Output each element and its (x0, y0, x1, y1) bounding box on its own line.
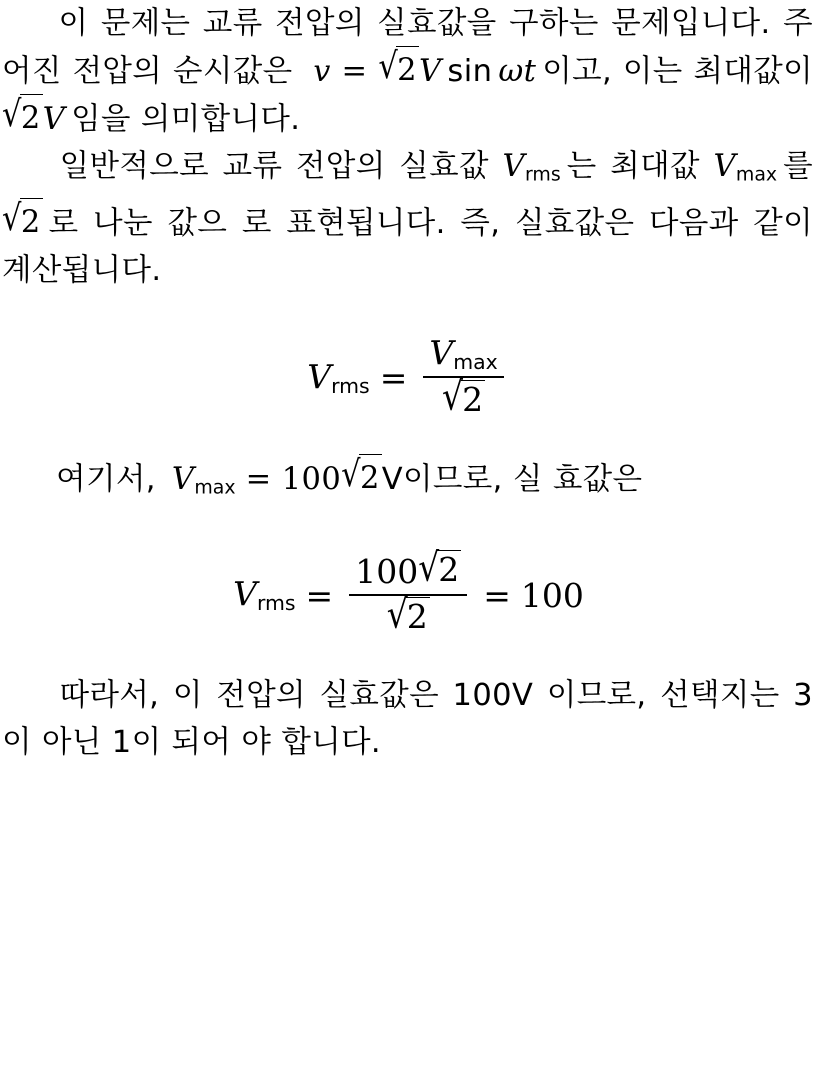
eq1-lhs-var: V (307, 356, 332, 396)
paragraph-3 (0, 455, 817, 512)
p1-line4a-text: 최대값이 (693, 54, 813, 89)
radicand: 2 (359, 454, 382, 502)
equation-vrms-definition (0, 334, 817, 421)
spacer-block (0, 421, 817, 455)
spacer-block (0, 512, 817, 552)
p4-line2-text: 이므로, 선택지는 3이 아닌 1이 되어 (2, 678, 813, 761)
paragraph-2 (0, 143, 817, 294)
radical-sign: √ (378, 45, 399, 88)
p2-line2b-text: 를 (783, 149, 813, 184)
radicand: 2 (20, 198, 43, 246)
math-v-symbol: v (313, 54, 331, 89)
p4-line3-text: 야 합니다. (241, 725, 382, 761)
radical-sign: √ (386, 590, 408, 637)
radicand: 2 (438, 550, 460, 590)
p2-line2a-text: 는 최대값 (566, 149, 700, 184)
math-Vmax-var-p3: V (171, 461, 195, 497)
eq1-lhs-sub: rms (331, 373, 370, 398)
eq2-num-number: 100 (355, 551, 419, 591)
eq1-num-var: V (429, 332, 454, 372)
math-equals: = (330, 54, 379, 89)
p1-line3b-text: 이고, 이는 (542, 54, 683, 89)
p3-line2-text: 효값은 (552, 461, 643, 497)
math-Vrms-subscript: rms (524, 163, 561, 186)
eq2-lhs-var: V (233, 574, 257, 614)
math-omega-t: ωt (498, 54, 537, 89)
math-Vmax-subscript: max (735, 163, 778, 186)
radical-sign: √ (418, 543, 440, 590)
eq2-lhs-sub: rms (256, 591, 296, 616)
p4-line1-text: 따라서, 이 전압의 실효값은 100V (59, 678, 534, 714)
math-Vrms-var: V (502, 149, 525, 184)
paragraph-1 (0, 0, 817, 143)
radicand: 2 (20, 94, 43, 142)
p1-line2-text: 구하는 문제입니다. (509, 6, 771, 41)
paragraph-4 (0, 672, 817, 766)
math-sqrt-2-third (2, 199, 43, 247)
p3-equals: = (235, 461, 282, 497)
math-sqrt-2-second (2, 95, 43, 143)
equation-1-inline (307, 334, 509, 421)
radicand: 2 (396, 46, 419, 94)
math-sin: sin (447, 54, 493, 89)
equation-2-inline (233, 543, 584, 639)
math-V-symbol-second: V (42, 102, 66, 137)
eq1-fraction (423, 334, 503, 421)
p1-line3a-text: 순시값은 (173, 54, 293, 89)
p1-line4b-text: 임을 의미합니다. (71, 102, 301, 137)
p2-line1-text: 일반적으로 교류 전압의 실효값 (59, 149, 489, 184)
eq2-equals-2: = (483, 575, 511, 615)
p2-line2c-text: 로 나눈 값으 (48, 205, 228, 241)
p2-line3-text: 로 표현됩니다. 즉, 실효값은 다음과 (241, 205, 739, 241)
p1-line2b-text: 주어진 전압의 (2, 6, 813, 89)
eq2-fraction (349, 543, 467, 639)
eq2-equals: = (305, 575, 334, 615)
p2-line4-text: 같이 계산됩니다. (2, 205, 813, 288)
p3-number: 100 (281, 461, 342, 497)
eq2-result: 100 (520, 575, 584, 615)
eq1-numerator (423, 334, 503, 376)
spacer-block (0, 294, 817, 334)
math-sqrt-2-eq2-num (418, 543, 461, 592)
p3-line1a-text: 여기서, (56, 461, 156, 497)
radical-sign: √ (442, 372, 464, 420)
math-V-symbol: V (418, 54, 442, 89)
p1-line1-text: 이 문제는 교류 전압의 실효값을 (58, 6, 497, 41)
math-Vmax-var: V (713, 149, 736, 184)
eq1-lhs (307, 357, 369, 398)
radical-sign: √ (341, 453, 361, 496)
radical-sign: √ (2, 93, 22, 136)
p3-line1b-text: 이므로, 실 (403, 461, 543, 497)
equation-vrms-computed (0, 543, 817, 639)
math-Vmax-sub-p3: max (194, 476, 236, 499)
math-sqrt-2-eq2-den (386, 590, 430, 639)
eq1-num-sub: max (453, 349, 498, 374)
radicand: 2 (462, 379, 484, 419)
p3-unit-volt: V (381, 461, 404, 497)
eq2-lhs (233, 574, 295, 615)
eq1-denominator (423, 372, 503, 421)
math-sqrt-2-p3 (341, 455, 382, 503)
radical-sign: √ (2, 197, 22, 239)
eq1-equals: = (379, 357, 408, 397)
eq2-denominator (349, 590, 467, 639)
math-sqrt-2-denom (442, 372, 485, 421)
spacer-block (0, 638, 817, 672)
eq2-numerator (349, 543, 467, 594)
math-sqrt-2 (378, 47, 419, 95)
radicand: 2 (406, 597, 428, 637)
